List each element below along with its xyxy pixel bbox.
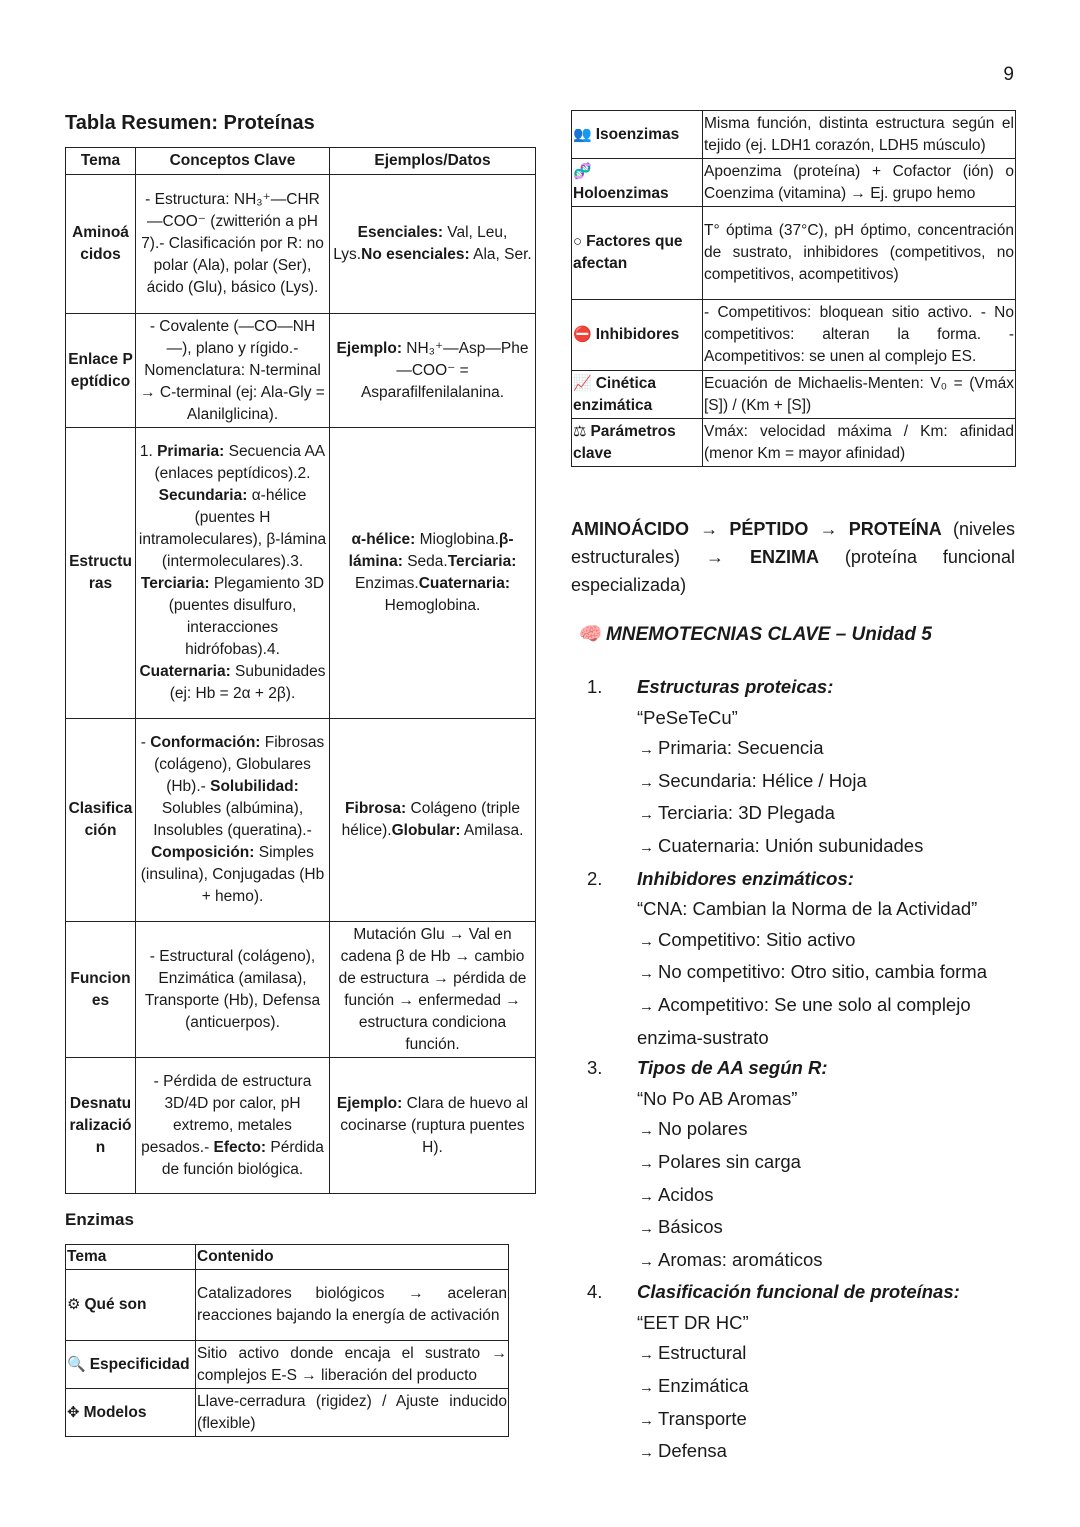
row-concepts: - Pérdida de estructura 3D/4D por calor, pH extremo, metales pesados.- Efecto: Pérdida de función biológica. — [136, 1058, 330, 1194]
enzymes-heading: Enzimas — [65, 1210, 134, 1229]
gear-icon: ⚙ — [67, 1296, 81, 1313]
header-contenido: Contenido — [196, 1245, 509, 1270]
table-row — [66, 1389, 509, 1437]
list-item: 3. Tipos de AA según R: — [587, 1057, 828, 1079]
arrow-icon: → — [639, 1122, 654, 1140]
row-examples: α-hélice: Mioglobina.β-lámina: Seda.Terciaria: Enzimas.Cuaternaria: Hemoglobina. — [330, 428, 536, 719]
row-topic: 📈 Cinética enzimática — [572, 371, 703, 419]
arrow-icon: → — [639, 1379, 654, 1397]
page-number: 9 — [1003, 64, 1014, 85]
puzzle-icon: ✥ — [67, 1403, 80, 1421]
arrow-icon: → — [639, 838, 654, 856]
row-concepts: - Estructural (colágeno), Enzimática (amilasa), Transporte (Hb), Defensa (anticuerpos). — [136, 922, 330, 1058]
table-row — [572, 111, 1016, 159]
chart-icon: 📈 — [573, 374, 592, 392]
table-row — [66, 922, 536, 1058]
row-examples: Esenciales: Val, Leu, Lys.No esenciales: Ala, Ser. — [330, 175, 536, 314]
row-topic: Funciones — [66, 922, 136, 1058]
mnemonics-list: 1. Estructuras proteicas: “PeSeTeCu” → Primaria: Secuencia → Secundaria: Hélice / Hoja → Terciaria: 3D Plegada → Cuaternaria: Unión subunidades 2. Inhibidores enzimáticos: “CNA: Cambian la Norma de la Actividad” → Competitivo: Sitio activo → No competitivo: Otro sitio, cambia forma → Acompetitivo: Se une solo al complejo enzima-sustrato 3. Tipos de AA según R: “No Po AB Aromas” → No polares → Polares sin carga → Acidos → Básicos → Aromas: aromáticos 4. Clasificación funcional de proteínas: “EET DR HC” → Estructural → Enzimática → Transporte → Defensa — [587, 672, 1027, 1469]
table-row — [66, 1341, 509, 1389]
row-concepts: - Covalente (—CO—NH—), plano y rígido.- Nomenclatura: N-terminal → C-terminal (ej: Ala-Gly = Alanilglicina). — [136, 314, 330, 428]
table-row — [572, 300, 1016, 371]
row-topic: Desnaturalización — [66, 1058, 136, 1194]
row-topic: ⚙ Qué son — [66, 1270, 196, 1341]
table-row — [572, 159, 1016, 207]
row-examples: Ejemplo: NH₃⁺—Asp—Phe—COO⁻ = Asparafilfenilalanina. — [330, 314, 536, 428]
arrow-icon: → — [706, 547, 724, 567]
arrow-icon: → — [639, 1220, 654, 1238]
scale-icon: ⚖ — [573, 422, 587, 440]
table-row — [572, 371, 1016, 419]
row-content: Apoenzima (proteína) + Cofactor (ión) o Coenzima (vitamina) → Ej. grupo hemo — [703, 159, 1016, 207]
table-row — [66, 314, 536, 428]
table-row — [66, 428, 536, 719]
table-row — [66, 175, 536, 314]
arrow-icon: → — [639, 1411, 654, 1429]
row-topic: 👥 Isoenzimas — [572, 111, 703, 159]
arrow-icon: → — [639, 997, 654, 1015]
arrow-icon: → — [639, 965, 654, 983]
row-concepts: - Conformación: Fibrosas (colágeno), Globulares (Hb).- Solubilidad: Solubles (albúmina), Insolubles (queratina).- Composición: Simples (insulina), Conjugadas (Hb + hemo). — [136, 719, 330, 922]
header-tema: Tema — [66, 148, 136, 175]
row-content: Ecuación de Michaelis-Menten: V₀ = (Vmáx [S]) / (Km + [S]) — [703, 371, 1016, 419]
magnifier-icon: 🔍 — [67, 1355, 86, 1373]
arrow-icon: → — [639, 1252, 654, 1270]
row-examples: Fibrosa: Colágeno (triple hélice).Globular: Amilasa. — [330, 719, 536, 922]
row-content: T° óptima (37°C), pH óptimo, concentración de sustrato, inhibidores (competitivos, no competitivos, acompetitivos) — [703, 207, 1016, 300]
protein-flow: AMINOÁCIDO → PÉPTIDO → PROTEÍNA (niveles estructurales) → ENZIMA (proteína funcional especializada) — [571, 519, 1015, 595]
row-topic: Estructuras — [66, 428, 136, 719]
table-row — [572, 419, 1016, 467]
row-topic: ⚖ Parámetros clave — [572, 419, 703, 467]
arrow-icon: → — [639, 1346, 654, 1364]
arrow-icon: → — [639, 1444, 654, 1462]
mnemonics-title: 🧠 MNEMOTECNIAS CLAVE – Unidad 5 — [577, 624, 932, 645]
row-content: Sitio activo donde encaja el sustrato → complejos E-S → liberación del producto — [196, 1341, 509, 1389]
row-concepts: 1. Primaria: Secuencia AA (enlaces peptídicos).2. Secundaria: α-hélice (puentes H intramoleculares), β-lámina (intermoleculares).3. Terciaria: Plegamiento 3D (puentes disulfuro, interacciones hidrófobas).4. Cuaternaria: Subunidades (ej: Hb = 2α + 2β). — [136, 428, 330, 719]
protein-summary-table — [65, 147, 536, 1194]
header-conceptos: Conceptos Clave — [136, 148, 330, 175]
enzyme-table — [65, 1244, 509, 1437]
row-topic: ✥ Modelos — [66, 1389, 196, 1437]
table-row — [66, 1270, 509, 1341]
arrow-icon: → — [639, 806, 654, 824]
page-title: Tabla Resumen: Proteínas — [65, 112, 315, 134]
row-content: Llave-cerradura (rigidez) / Ajuste inducido (flexible) — [196, 1389, 509, 1437]
arrow-icon: → — [639, 1187, 654, 1205]
row-content: Misma función, distinta estructura según el tejido (ej. LDH1 corazón, LDH5 músculo) — [703, 111, 1016, 159]
table-row — [66, 719, 536, 922]
row-topic: Enlace Peptídico — [66, 314, 136, 428]
arrow-icon: → — [819, 519, 838, 539]
arrow-icon: → — [700, 519, 719, 539]
dna-icon: 🧬 — [573, 162, 592, 180]
arrow-icon: → — [639, 741, 654, 759]
no-entry-icon: ⛔ — [573, 326, 592, 343]
row-content: Vmáx: velocidad máxima / Km: afinidad (menor Km = mayor afinidad) — [703, 419, 1016, 467]
row-topic: ⛔ Inhibidores — [572, 300, 703, 371]
table-header-row — [66, 148, 536, 175]
row-topic: Aminoácidos — [66, 175, 136, 314]
row-examples: Mutación Glu → Val en cadena β de Hb → cambio de estructura → pérdida de función → enfermedad → estructura condiciona función. — [330, 922, 536, 1058]
table-header-row — [66, 1245, 509, 1270]
arrow-icon: → — [639, 1154, 654, 1172]
people-icon: 👥 — [573, 125, 592, 143]
enzyme-concepts-table — [571, 110, 1016, 467]
row-examples: Ejemplo: Clara de huevo al cocinarse (ruptura puentes H). — [330, 1058, 536, 1194]
list-item: 1. Estructuras proteicas: — [587, 676, 834, 697]
header-tema: Tema — [66, 1245, 196, 1270]
table-row — [66, 1058, 536, 1194]
row-topic: 🔍 Especificidad — [66, 1341, 196, 1389]
ring-icon: ○ — [573, 233, 583, 250]
table-row — [572, 207, 1016, 300]
arrow-icon: → — [639, 773, 654, 791]
row-topic: 🧬 Holoenzimas — [572, 159, 703, 207]
row-content: Catalizadores biológicos → aceleran reacciones bajando la energía de activación — [196, 1270, 509, 1341]
header-ejemplos: Ejemplos/Datos — [330, 148, 536, 175]
list-item: 4. Clasificación funcional de proteínas: — [587, 1281, 960, 1303]
list-item: 2. Inhibidores enzimáticos: — [587, 867, 854, 889]
arrow-icon: → — [639, 932, 654, 950]
row-content: - Competitivos: bloquean sitio activo. - No competitivos: alteran la forma. - Acompetitivos: se unen al complejo ES. — [703, 300, 1016, 371]
row-topic: ○ Factores que afectan — [572, 207, 703, 300]
row-topic: Clasificación — [66, 719, 136, 922]
brain-icon: 🧠 — [577, 624, 606, 645]
row-concepts: - Estructura: NH₃⁺—CHR—COO⁻ (zwitterión a pH 7).- Clasificación por R: no polar (Ala), polar (Ser), ácido (Glu), básico (Lys). — [136, 175, 330, 314]
